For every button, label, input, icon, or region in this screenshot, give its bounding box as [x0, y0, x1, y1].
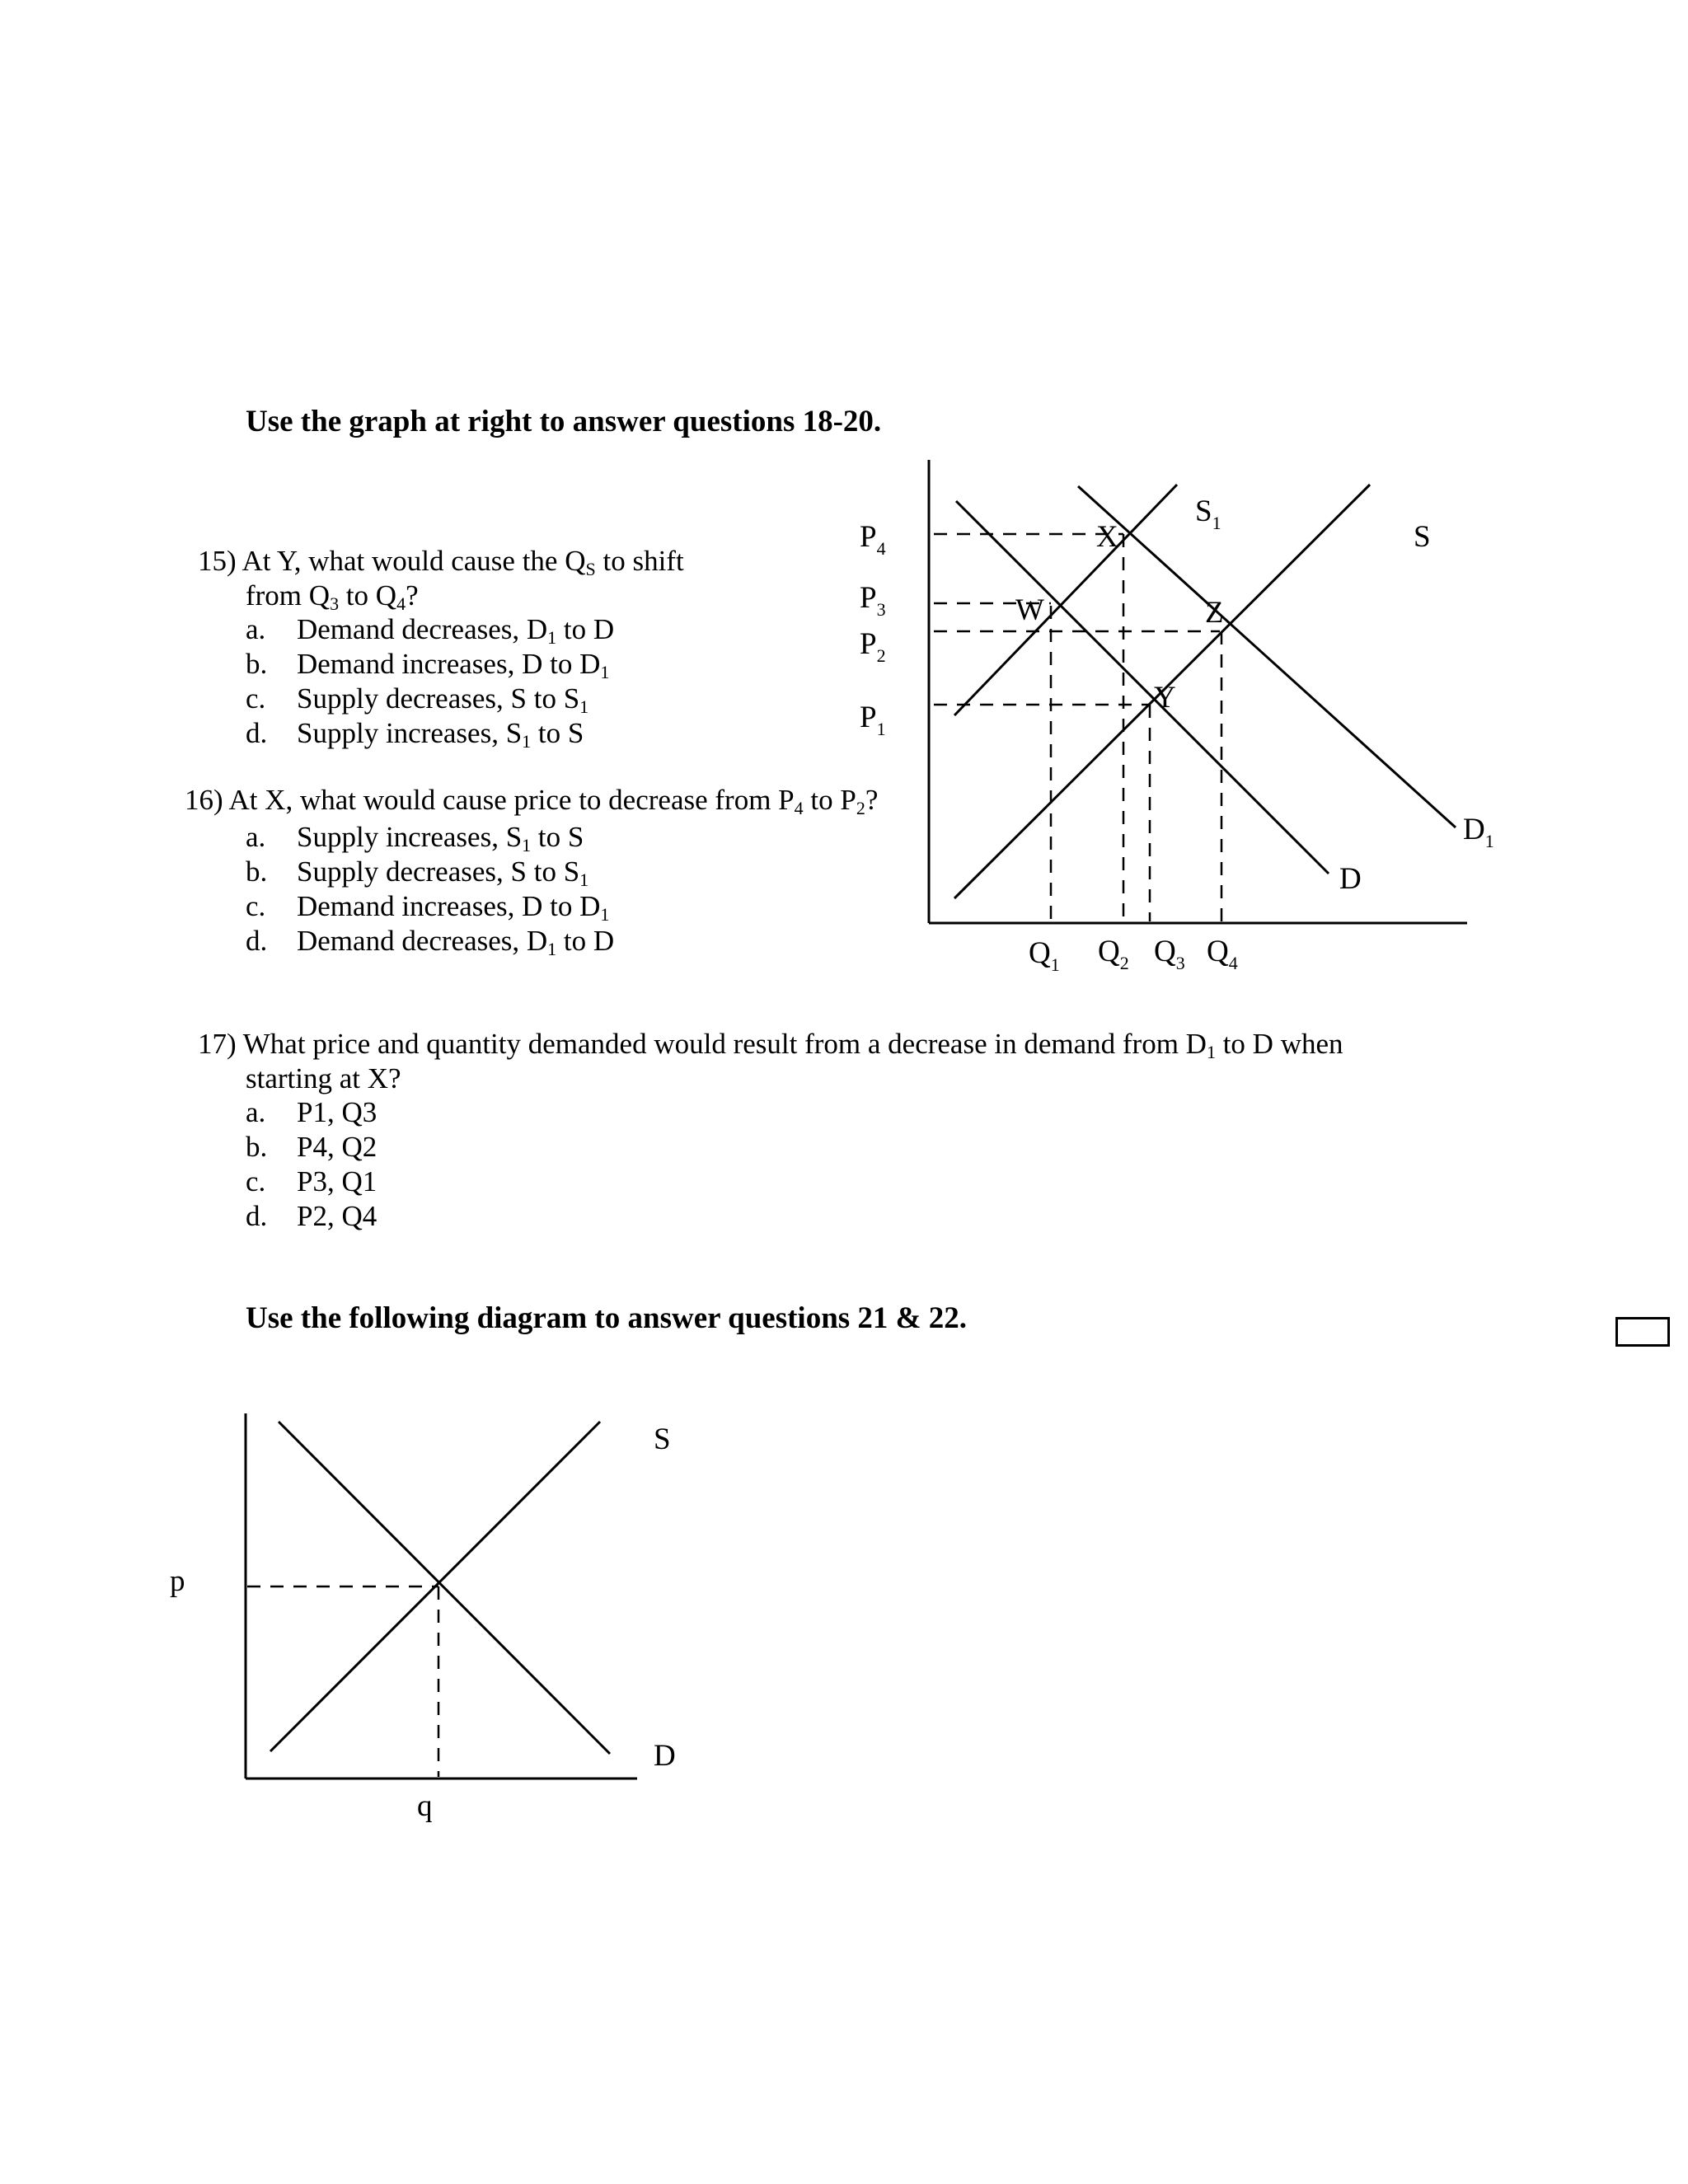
q17-option-d[interactable]: d. P2, Q4	[246, 1200, 377, 1232]
question-16-text: 16) At X, what would cause price to decrease from $P_4$ to $P_2$?	[185, 784, 879, 818]
section-heading-21-22: Use the following diagram to answer questions 21 & 22.	[246, 1301, 967, 1335]
graph2-supply-curve	[270, 1422, 600, 1751]
label-p1: $P_1$	[860, 701, 886, 739]
label-p2: $P_2$	[860, 627, 886, 666]
q15-option-b[interactable]: b. Demand increases, D to $D_1$	[246, 648, 610, 682]
q17-option-a[interactable]: a. P1, Q3	[246, 1096, 377, 1128]
point-z: Z	[1205, 596, 1224, 630]
graph2-label-d: D	[654, 1739, 676, 1773]
question-15-line2: from $Q_3$ to $Q_4$?	[246, 579, 419, 614]
label-q1: $Q_1$	[1029, 936, 1060, 975]
label-q4: $Q_4$	[1207, 935, 1238, 973]
point-w: W	[1015, 593, 1044, 627]
graph2-label-p: p	[170, 1564, 185, 1598]
question-17-line2: starting at X?	[246, 1062, 401, 1094]
point-x: X	[1096, 520, 1118, 554]
q15-option-a[interactable]: a. Demand decreases, $D_1$ to D	[246, 613, 615, 648]
label-s1: $S_1$	[1195, 494, 1221, 533]
label-q3: $Q_3$	[1154, 935, 1185, 973]
question-15-line1: 15) At Y, what would cause the $Q_S$ to shift	[198, 545, 684, 579]
label-s: S	[1414, 520, 1431, 554]
answer-checkbox[interactable]	[1615, 1317, 1670, 1347]
point-y: Y	[1154, 681, 1176, 715]
graph2-label-q: q	[417, 1789, 433, 1823]
q16-option-b[interactable]: b. Supply decreases, S to $S_1$	[246, 855, 589, 890]
q15-option-c[interactable]: c. Supply decreases, S to $S_1$	[246, 682, 589, 717]
q15-option-d[interactable]: d. Supply increases, $S_1$ to S	[246, 717, 584, 752]
label-p3: $P_3$	[860, 581, 886, 620]
graph2-demand-curve	[279, 1422, 610, 1754]
q16-option-d[interactable]: d. Demand decreases, $D_1$ to D	[246, 925, 615, 959]
q17-option-c[interactable]: c. P3, Q1	[246, 1165, 377, 1197]
curve-d	[956, 501, 1329, 874]
label-p4: $P_4$	[860, 520, 886, 559]
question-17-line1: 17) What price and quantity demanded would result from a decrease in demand from $D_1$ to D when	[198, 1028, 1343, 1062]
curve-s1	[954, 485, 1177, 715]
graph2-label-s: S	[654, 1422, 671, 1456]
curve-d1	[1078, 486, 1456, 827]
q16-option-a[interactable]: a. Supply increases, $S_1$ to S	[246, 821, 584, 855]
q16-option-c[interactable]: c. Demand increases, D to $D_1$	[246, 890, 610, 925]
curve-s	[954, 485, 1370, 898]
q17-option-b[interactable]: b. P4, Q2	[246, 1131, 377, 1163]
section-heading-18-20: Use the graph at right to answer questions 18-20.	[246, 405, 882, 438]
label-d1: $D_1$	[1463, 813, 1494, 851]
label-d: D	[1339, 862, 1362, 896]
label-q2: $Q_2$	[1098, 935, 1129, 973]
